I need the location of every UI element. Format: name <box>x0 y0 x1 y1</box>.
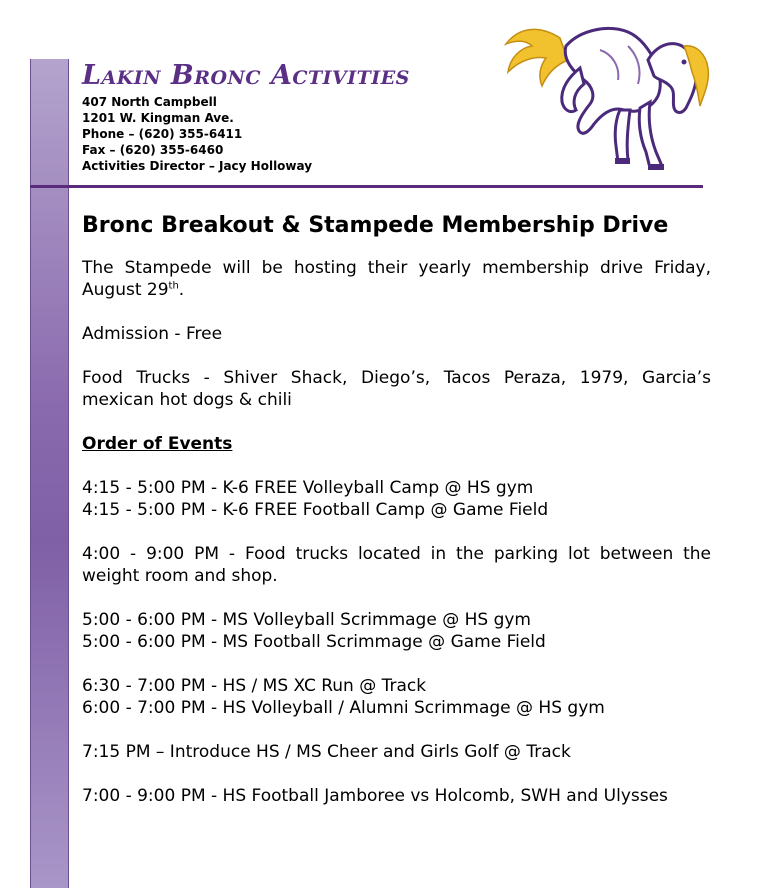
event-item: 4:15 - 5:00 PM - K-6 FREE Football Camp @ Game Field <box>82 500 549 520</box>
event-group <box>82 675 711 719</box>
horse-eye <box>682 60 687 65</box>
intro-text: The Stampede will be hosting their yearly membership drive Friday, August 29 <box>82 258 711 300</box>
intro-end: . <box>178 280 185 300</box>
intro-superscript: th <box>168 280 179 292</box>
event-group <box>82 543 711 587</box>
bronco-horse-mascot-icon <box>500 10 714 175</box>
event-item: 5:00 - 6:00 PM - MS Football Scrimmage @ Game Field <box>82 632 546 652</box>
horse-hoof <box>648 164 664 170</box>
header-divider <box>30 185 703 188</box>
horse-rear-leg <box>562 68 584 112</box>
event-group <box>82 785 711 807</box>
horse-hoof-2 <box>615 158 630 164</box>
horse-front-leg <box>639 102 662 168</box>
org-title: Lakin Bronc Activities <box>82 60 410 91</box>
event-item: 4:00 - 9:00 PM - Food trucks located in the parking lot between the weight room and shop. <box>82 544 711 586</box>
fax-line: Fax – (620) 355-6460 <box>82 143 224 157</box>
event-item: 4:15 - 5:00 PM - K-6 FREE Volleyball Camp @ HS gym <box>82 478 534 498</box>
event-group <box>82 741 711 763</box>
phone-line: Phone – (620) 355-6411 <box>82 127 243 141</box>
director-line: Activities Director – Jacy Holloway <box>82 159 313 173</box>
intro-paragraph <box>82 257 711 301</box>
horse-front-leg-2 <box>615 110 630 162</box>
order-of-events-heading: Order of Events <box>82 434 233 454</box>
document-title: Bronc Breakout & Stampede Membership Drive <box>82 213 669 238</box>
event-item: 5:00 - 6:00 PM - MS Volleyball Scrimmage @ HS gym <box>82 610 531 630</box>
admission-line: Admission - Free <box>82 324 223 344</box>
event-group <box>82 477 711 521</box>
event-group <box>82 609 711 653</box>
address-line-street: 407 North Campbell <box>82 95 217 109</box>
event-item: 7:00 - 9:00 PM - HS Football Jamboree vs Holcomb, SWH and Ulysses <box>82 786 668 806</box>
event-item: 6:00 - 7:00 PM - HS Volleyball / Alumni Scrimmage @ HS gym <box>82 698 605 718</box>
address-line-avenue: 1201 W. Kingman Ave. <box>82 111 234 125</box>
document-body <box>82 209 711 807</box>
address-block <box>82 94 312 174</box>
event-item: 6:30 - 7:00 PM - HS / MS XC Run @ Track <box>82 676 427 696</box>
horse-tail <box>506 29 568 86</box>
event-item: 7:15 PM – Introduce HS / MS Cheer and Girls Golf @ Track <box>82 742 571 762</box>
sidebar-bar <box>30 59 69 888</box>
food-trucks-paragraph: Food Trucks - Shiver Shack, Diego’s, Tacos Peraza, 1979, Garcia’s mexican hot dogs & chili <box>82 368 711 410</box>
